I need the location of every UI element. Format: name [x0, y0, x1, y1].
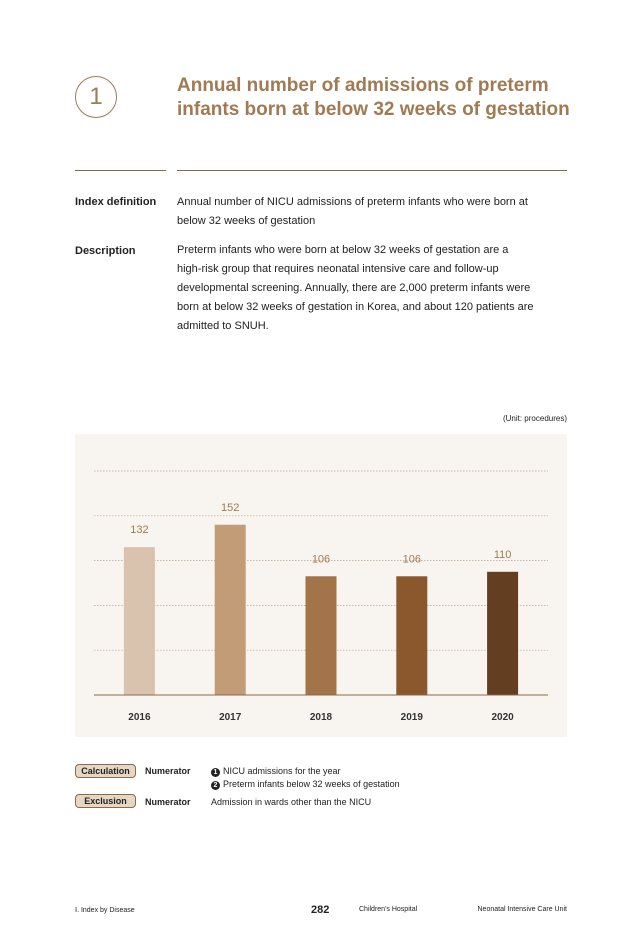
calculation-badge: Calculation: [75, 764, 136, 778]
divider-left: [75, 170, 166, 171]
calculation-item: [211, 779, 400, 790]
number-marker: 1: [211, 768, 220, 777]
description-text: [177, 241, 569, 336]
description-label: Description: [75, 245, 136, 257]
exclusion-kind: Numerator: [145, 797, 191, 807]
calculation-item-text: NICU admissions for the year: [223, 766, 341, 776]
x-tick-label: 2017: [219, 712, 242, 723]
x-tick-label: 2019: [400, 712, 423, 723]
footer-section: Ⅰ. Index by Disease: [75, 907, 135, 914]
exclusion-badge: Exclusion: [75, 794, 136, 808]
bar-2020: [487, 572, 518, 695]
index-definition-line: Annual number of NICU admissions of preterm infants who were born at: [177, 196, 528, 208]
calculation-item-text: Preterm infants below 32 weeks of gestation: [223, 779, 400, 789]
bar-2018: [306, 576, 337, 695]
section-number-badge: [75, 76, 117, 118]
bar-2017: [215, 525, 246, 695]
bar-chart-panel: [75, 434, 567, 737]
bar-value-label: 152: [221, 501, 240, 514]
bar-2016: [124, 547, 155, 695]
index-definition-line: below 32 weeks of gestation: [177, 215, 316, 227]
footer-hospital: Children's Hospital: [359, 906, 418, 913]
bar-value-label: 132: [130, 524, 149, 537]
calculation-kind: Numerator: [145, 766, 191, 776]
x-tick-label: 2016: [128, 712, 151, 723]
page-title: Annual number of admissions of preterm infants born at below 32 weeks of gestation: [177, 75, 570, 120]
footer-unit: Neonatal Intensive Care Unit: [477, 906, 567, 913]
divider-right: [177, 170, 567, 171]
description-line: developmental screening. Annually, there are 2,000 preterm infants were: [177, 282, 531, 294]
description-line: Preterm infants who were born at below 32 weeks of gestation are a: [177, 244, 509, 256]
index-definition-label: Index definition: [75, 196, 157, 208]
description-line: high-risk group that requires neonatal intensive care and follow-up: [177, 263, 499, 275]
section-number: 1: [89, 83, 103, 110]
bar-2019: [396, 576, 427, 695]
x-tick-label: 2020: [491, 712, 514, 723]
x-tick-label: 2018: [309, 712, 333, 723]
footer-page-number: 282: [311, 904, 330, 916]
index-definition-text: [177, 193, 569, 231]
bar-value-label: 106: [402, 553, 421, 566]
exclusion-text: Admission in wards other than the NICU: [211, 797, 372, 807]
unit-label: (Unit: procedures): [502, 414, 567, 423]
bar-value-label: 110: [493, 548, 512, 561]
number-marker: 2: [211, 781, 220, 790]
description-line: born at below 32 weeks of gestation in Korea, and about 120 patients are: [177, 301, 534, 313]
bar-value-label: 106: [311, 553, 331, 566]
description-line: admitted to SNUH.: [177, 320, 269, 332]
calculation-item: [211, 766, 341, 777]
bar-chart: [75, 434, 567, 737]
